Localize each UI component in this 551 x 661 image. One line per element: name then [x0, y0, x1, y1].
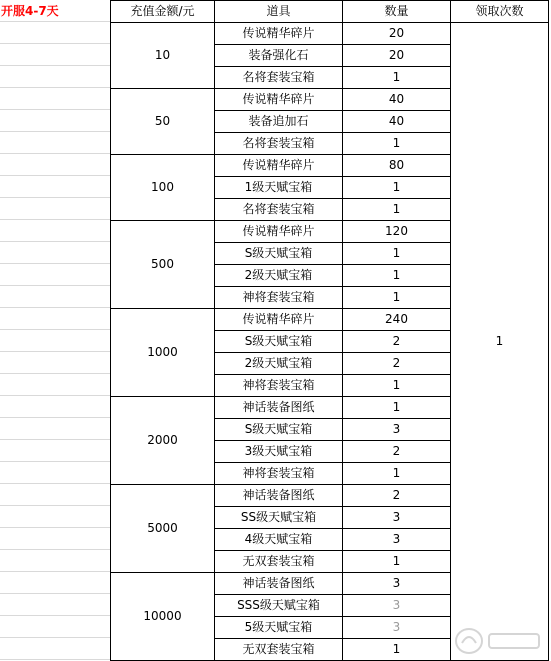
- quantity-cell: 20: [343, 45, 451, 67]
- quantity-cell: 3: [343, 617, 451, 639]
- quantity-cell: 1: [343, 463, 451, 485]
- empty-cell-row: [0, 176, 110, 198]
- header-quantity: 数量: [343, 1, 451, 23]
- item-cell: SSS级天赋宝箱: [215, 595, 343, 617]
- empty-cell-row: [0, 550, 110, 572]
- amount-cell: 500: [111, 221, 215, 309]
- item-cell: 神话装备图纸: [215, 573, 343, 595]
- quantity-cell: 20: [343, 23, 451, 45]
- empty-cell-row: [0, 242, 110, 264]
- quantity-cell: 1: [343, 67, 451, 89]
- quantity-cell: 1: [343, 133, 451, 155]
- amount-cell: 2000: [111, 397, 215, 485]
- quantity-cell: 1: [343, 375, 451, 397]
- quantity-cell: 40: [343, 89, 451, 111]
- empty-cell-row: [0, 352, 110, 374]
- table-body: [111, 23, 549, 661]
- item-cell: 装备追加石: [215, 111, 343, 133]
- amount-cell: 5000: [111, 485, 215, 573]
- quantity-cell: 2: [343, 353, 451, 375]
- quantity-cell: 2: [343, 331, 451, 353]
- item-cell: SS级天赋宝箱: [215, 507, 343, 529]
- item-cell: 神话装备图纸: [215, 485, 343, 507]
- empty-cell-row: [0, 22, 110, 44]
- header-claims: 领取次数: [451, 1, 549, 23]
- item-cell: 名将套装宝箱: [215, 67, 343, 89]
- item-cell: 传说精华碎片: [215, 221, 343, 243]
- amount-cell: 50: [111, 89, 215, 155]
- empty-cell-row: [0, 440, 110, 462]
- item-cell: 传说精华碎片: [215, 155, 343, 177]
- recharge-reward-table: [110, 0, 549, 661]
- empty-cell-row: [0, 616, 110, 638]
- item-cell: 无双套装宝箱: [215, 551, 343, 573]
- header-item: 道具: [215, 1, 343, 23]
- amount-cell: 1000: [111, 309, 215, 397]
- quantity-cell: 1: [343, 243, 451, 265]
- item-cell: 2级天赋宝箱: [215, 265, 343, 287]
- header-amount: 充值金额/元: [111, 1, 215, 23]
- quantity-cell: 3: [343, 507, 451, 529]
- item-cell: 名将套装宝箱: [215, 133, 343, 155]
- quantity-cell: 2: [343, 485, 451, 507]
- quantity-cell: 1: [343, 287, 451, 309]
- item-cell: S级天赋宝箱: [215, 243, 343, 265]
- empty-cell-row: [0, 396, 110, 418]
- header-row: [111, 1, 549, 23]
- item-cell: 传说精华碎片: [215, 309, 343, 331]
- empty-cell-row: [0, 66, 110, 88]
- item-cell: 神将套装宝箱: [215, 287, 343, 309]
- empty-gridline-column: [0, 0, 110, 661]
- quantity-cell: 40: [343, 111, 451, 133]
- empty-cell-row: [0, 462, 110, 484]
- empty-cell-row: [0, 198, 110, 220]
- item-cell: 1级天赋宝箱: [215, 177, 343, 199]
- item-cell: 5级天赋宝箱: [215, 617, 343, 639]
- quantity-cell: 1: [343, 265, 451, 287]
- item-cell: 传说精华碎片: [215, 89, 343, 111]
- item-cell: 装备强化石: [215, 45, 343, 67]
- quantity-cell: 1: [343, 397, 451, 419]
- empty-cell-row: [0, 308, 110, 330]
- empty-cell-row: [0, 286, 110, 308]
- quantity-cell: 3: [343, 529, 451, 551]
- empty-cell-row: [0, 132, 110, 154]
- amount-cell: 100: [111, 155, 215, 221]
- quantity-cell: 3: [343, 419, 451, 441]
- quantity-cell: 3: [343, 595, 451, 617]
- item-cell: 无双套装宝箱: [215, 639, 343, 661]
- quantity-cell: 1: [343, 551, 451, 573]
- quantity-cell: 1: [343, 639, 451, 661]
- empty-cell-row: [0, 374, 110, 396]
- quantity-cell: 1: [343, 199, 451, 221]
- quantity-cell: 3: [343, 573, 451, 595]
- empty-cell-row: [0, 572, 110, 594]
- quantity-cell: 240: [343, 309, 451, 331]
- quantity-cell: 1: [343, 177, 451, 199]
- item-cell: S级天赋宝箱: [215, 331, 343, 353]
- amount-cell: 10000: [111, 573, 215, 661]
- empty-cell-row: [0, 44, 110, 66]
- item-cell: 传说精华碎片: [215, 23, 343, 45]
- empty-cell-row: [0, 506, 110, 528]
- item-cell: 3级天赋宝箱: [215, 441, 343, 463]
- item-cell: 4级天赋宝箱: [215, 529, 343, 551]
- empty-cell-row: [0, 154, 110, 176]
- empty-cell-row: [0, 110, 110, 132]
- empty-cell-row: [0, 418, 110, 440]
- sheet-title: 开服4-7天: [1, 4, 59, 18]
- item-cell: 2级天赋宝箱: [215, 353, 343, 375]
- item-cell: S级天赋宝箱: [215, 419, 343, 441]
- table-row: [111, 23, 549, 45]
- empty-cell-row: [0, 594, 110, 616]
- quantity-cell: 2: [343, 441, 451, 463]
- item-cell: 神将套装宝箱: [215, 375, 343, 397]
- empty-cell-row: [0, 88, 110, 110]
- empty-cell-row: [0, 528, 110, 550]
- quantity-cell: 120: [343, 221, 451, 243]
- empty-cell-row: [0, 264, 110, 286]
- item-cell: 神话装备图纸: [215, 397, 343, 419]
- empty-cell-row: [0, 220, 110, 242]
- claims-cell: 1: [451, 23, 549, 661]
- item-cell: 名将套装宝箱: [215, 199, 343, 221]
- empty-cell-row: [0, 638, 110, 660]
- watermark-logo: [453, 625, 545, 657]
- empty-cell-row: [0, 484, 110, 506]
- empty-cell-row: [0, 330, 110, 352]
- amount-cell: 10: [111, 23, 215, 89]
- item-cell: 神将套装宝箱: [215, 463, 343, 485]
- quantity-cell: 80: [343, 155, 451, 177]
